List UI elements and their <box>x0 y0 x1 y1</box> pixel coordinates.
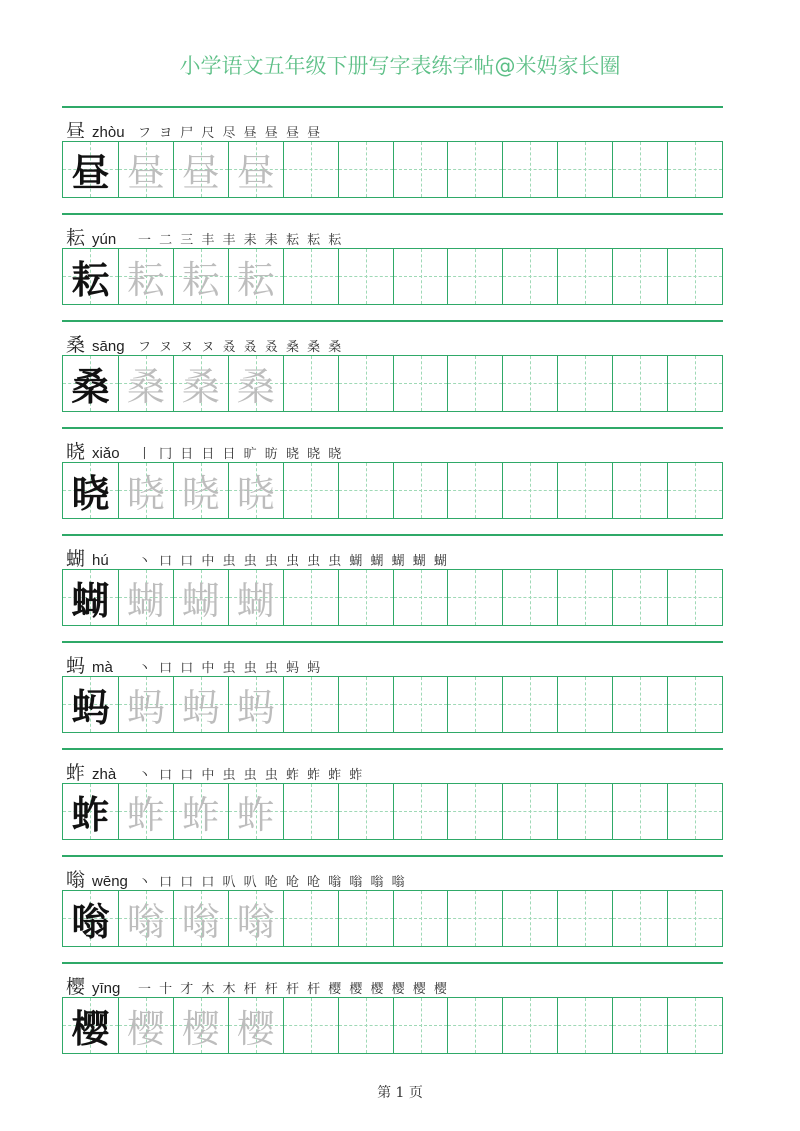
practice-cell[interactable] <box>283 463 338 518</box>
practice-cell[interactable] <box>447 677 502 732</box>
writing-grid <box>62 248 723 305</box>
trace-character: 蚱 <box>181 793 220 837</box>
entry-divider <box>62 641 723 643</box>
trace-cell[interactable] <box>173 249 228 304</box>
practice-cell[interactable] <box>612 249 667 304</box>
pinyin: yīng <box>92 980 121 997</box>
model-cell[interactable] <box>63 677 118 732</box>
practice-cell[interactable] <box>557 891 612 946</box>
trace-cell[interactable] <box>118 998 173 1053</box>
practice-cell[interactable] <box>338 142 393 197</box>
practice-cell[interactable] <box>667 784 722 839</box>
practice-cell[interactable] <box>283 784 338 839</box>
writing-grid <box>62 462 723 519</box>
header-character: 耘 <box>66 227 86 249</box>
model-cell[interactable] <box>63 570 118 625</box>
practice-cell[interactable] <box>393 677 448 732</box>
trace-character: 嗡 <box>236 900 275 944</box>
stroke-order: 丨 冂 日 日 日 旷 昉 晓 晓 晓 <box>138 447 344 462</box>
pinyin: mà <box>92 659 113 676</box>
character-entry <box>62 427 723 534</box>
practice-cell[interactable] <box>667 570 722 625</box>
practice-cell[interactable] <box>338 677 393 732</box>
pinyin: xiǎo <box>92 445 120 462</box>
writing-grid <box>62 890 723 947</box>
trace-character: 耘 <box>181 258 220 302</box>
model-cell[interactable] <box>63 998 118 1053</box>
model-character: 嗡 <box>71 899 110 944</box>
trace-character: 晓 <box>126 472 165 516</box>
trace-character: 昼 <box>236 151 275 195</box>
entry-divider <box>62 855 723 857</box>
header-character: 樱 <box>66 976 86 998</box>
practice-cell[interactable] <box>502 677 557 732</box>
practice-cell[interactable] <box>612 570 667 625</box>
stroke-order: 一 十 才 木 木 杆 杆 杆 杆 樱 樱 樱 樱 樱 樱 <box>138 982 449 997</box>
pinyin: yún <box>92 231 117 248</box>
model-character: 蝴 <box>71 578 110 623</box>
practice-cell[interactable] <box>393 249 448 304</box>
writing-grid <box>62 569 723 626</box>
practice-cell[interactable] <box>612 142 667 197</box>
entry-divider <box>62 748 723 750</box>
practice-cell[interactable] <box>557 998 612 1053</box>
practice-cell[interactable] <box>667 249 722 304</box>
trace-character: 嗡 <box>181 900 220 944</box>
practice-cell[interactable] <box>502 784 557 839</box>
pinyin: zhà <box>92 766 117 783</box>
model-character: 蚱 <box>71 792 110 837</box>
practice-cell[interactable] <box>338 891 393 946</box>
trace-cell[interactable] <box>118 142 173 197</box>
stroke-order: 一 二 三 丰 丰 耒 耒 耘 耘 耘 <box>138 233 344 248</box>
pinyin: sāng <box>92 338 125 355</box>
pinyin: wēng <box>92 873 128 890</box>
practice-cell[interactable] <box>393 356 448 411</box>
trace-character: 蝴 <box>236 579 275 623</box>
model-character: 蚂 <box>71 685 110 730</box>
page-title: 小学语文五年级下册写字表练字帖@米妈家长圈 <box>179 54 621 78</box>
model-cell[interactable] <box>63 891 118 946</box>
trace-character: 蚂 <box>126 686 165 730</box>
character-entry <box>62 855 723 962</box>
trace-cell[interactable] <box>228 463 283 518</box>
character-entry <box>62 748 723 855</box>
practice-cell[interactable] <box>393 463 448 518</box>
trace-cell[interactable] <box>118 570 173 625</box>
pinyin: hú <box>92 552 109 569</box>
entry-header <box>66 223 343 249</box>
practice-cell[interactable] <box>502 356 557 411</box>
practice-cell[interactable] <box>667 142 722 197</box>
trace-character: 昼 <box>181 151 220 195</box>
header-character: 蝴 <box>66 548 86 570</box>
practice-cell[interactable] <box>557 356 612 411</box>
practice-cell[interactable] <box>502 463 557 518</box>
practice-cell[interactable] <box>338 784 393 839</box>
trace-cell[interactable] <box>173 998 228 1053</box>
trace-cell[interactable] <box>228 998 283 1053</box>
entry-divider <box>62 534 723 536</box>
trace-character: 蚂 <box>236 686 275 730</box>
trace-cell[interactable] <box>118 356 173 411</box>
character-entry <box>62 320 723 427</box>
practice-cell[interactable] <box>393 998 448 1053</box>
trace-cell[interactable] <box>228 784 283 839</box>
practice-cell[interactable] <box>557 463 612 518</box>
practice-cell[interactable] <box>447 249 502 304</box>
trace-cell[interactable] <box>118 677 173 732</box>
trace-cell[interactable] <box>173 570 228 625</box>
stroke-order: 丶 口 口 中 虫 虫 虫 蚂 蚂 <box>138 661 323 676</box>
practice-cell[interactable] <box>447 356 502 411</box>
practice-cell[interactable] <box>557 249 612 304</box>
trace-cell[interactable] <box>118 784 173 839</box>
entry-header <box>66 544 449 570</box>
model-character: 晓 <box>71 471 110 516</box>
header-character: 蚂 <box>66 655 86 677</box>
model-cell[interactable] <box>63 463 118 518</box>
practice-cell[interactable] <box>502 142 557 197</box>
entry-divider <box>62 962 723 964</box>
header-character: 蚱 <box>66 762 86 784</box>
entry-header <box>66 758 364 784</box>
trace-character: 蚱 <box>236 793 275 837</box>
trace-cell[interactable] <box>173 784 228 839</box>
trace-cell[interactable] <box>173 142 228 197</box>
header-character: 桑 <box>66 334 86 356</box>
writing-grid <box>62 141 723 198</box>
trace-cell[interactable] <box>228 891 283 946</box>
practice-cell[interactable] <box>667 998 722 1053</box>
practice-cell[interactable] <box>283 891 338 946</box>
trace-cell[interactable] <box>173 891 228 946</box>
header-character: 嗡 <box>66 869 86 891</box>
trace-cell[interactable] <box>173 677 228 732</box>
header-character: 昼 <box>66 120 86 142</box>
practice-cell[interactable] <box>557 142 612 197</box>
practice-cell[interactable] <box>447 784 502 839</box>
practice-cell[interactable] <box>283 998 338 1053</box>
stroke-order: フ ヨ 尸 尺 尽 昼 昼 昼 昼 <box>138 126 323 141</box>
character-entry <box>62 641 723 748</box>
trace-character: 桑 <box>236 365 275 409</box>
trace-character: 耘 <box>236 258 275 302</box>
trace-character: 耘 <box>126 258 165 302</box>
practice-cell[interactable] <box>283 570 338 625</box>
trace-character: 蚱 <box>126 793 165 837</box>
header-character: 晓 <box>66 441 86 463</box>
entry-header <box>66 972 449 998</box>
practice-cell[interactable] <box>283 142 338 197</box>
trace-character: 桑 <box>126 365 165 409</box>
practice-cell[interactable] <box>612 356 667 411</box>
practice-cell[interactable] <box>612 998 667 1053</box>
model-cell[interactable] <box>63 249 118 304</box>
entry-divider <box>62 320 723 322</box>
trace-cell[interactable] <box>118 249 173 304</box>
writing-grid <box>62 783 723 840</box>
stroke-order: 丶 口 口 中 虫 虫 虫 虫 虫 虫 蝴 蝴 蝴 蝴 蝴 <box>138 554 449 569</box>
trace-cell[interactable] <box>118 891 173 946</box>
writing-grid <box>62 997 723 1054</box>
practice-cell[interactable] <box>393 891 448 946</box>
writing-grid <box>62 355 723 412</box>
trace-character: 昼 <box>126 151 165 195</box>
trace-cell[interactable] <box>173 356 228 411</box>
practice-cell[interactable] <box>667 677 722 732</box>
practice-cell[interactable] <box>447 463 502 518</box>
model-cell[interactable] <box>63 356 118 411</box>
model-character: 桑 <box>71 364 110 409</box>
trace-character: 晓 <box>236 472 275 516</box>
character-entry <box>62 962 723 1069</box>
practice-cell[interactable] <box>557 677 612 732</box>
practice-cell[interactable] <box>667 891 722 946</box>
model-cell[interactable] <box>63 784 118 839</box>
trace-character: 樱 <box>181 1007 220 1051</box>
practice-cell[interactable] <box>502 891 557 946</box>
entry-header <box>66 651 322 677</box>
practice-sheet <box>62 106 723 1069</box>
entry-header <box>66 437 343 463</box>
model-character: 耘 <box>71 257 110 302</box>
trace-character: 嗡 <box>126 900 165 944</box>
practice-cell[interactable] <box>338 998 393 1053</box>
trace-cell[interactable] <box>228 570 283 625</box>
trace-cell[interactable] <box>173 463 228 518</box>
page-number: 第 1 页 <box>377 1085 423 1101</box>
trace-cell[interactable] <box>228 356 283 411</box>
practice-cell[interactable] <box>612 677 667 732</box>
practice-cell[interactable] <box>447 998 502 1053</box>
practice-cell[interactable] <box>393 142 448 197</box>
entry-divider <box>62 427 723 429</box>
practice-cell[interactable] <box>612 891 667 946</box>
trace-character: 桑 <box>181 365 220 409</box>
practice-cell[interactable] <box>557 784 612 839</box>
practice-cell[interactable] <box>283 356 338 411</box>
entry-divider <box>62 106 723 108</box>
practice-cell[interactable] <box>393 570 448 625</box>
practice-cell[interactable] <box>338 463 393 518</box>
practice-cell[interactable] <box>338 356 393 411</box>
practice-cell[interactable] <box>338 570 393 625</box>
practice-cell[interactable] <box>447 570 502 625</box>
trace-character: 蚂 <box>181 686 220 730</box>
trace-character: 晓 <box>181 472 220 516</box>
practice-cell[interactable] <box>502 249 557 304</box>
practice-cell[interactable] <box>502 998 557 1053</box>
character-entry <box>62 213 723 320</box>
trace-character: 蝴 <box>181 579 220 623</box>
trace-character: 樱 <box>236 1007 275 1051</box>
trace-cell[interactable] <box>228 677 283 732</box>
practice-cell[interactable] <box>283 249 338 304</box>
practice-cell[interactable] <box>447 142 502 197</box>
practice-cell[interactable] <box>338 249 393 304</box>
pinyin: zhòu <box>92 124 125 141</box>
entry-header <box>66 865 407 891</box>
practice-cell[interactable] <box>667 463 722 518</box>
entry-divider <box>62 213 723 215</box>
practice-cell[interactable] <box>447 891 502 946</box>
trace-character: 樱 <box>126 1007 165 1051</box>
practice-cell[interactable] <box>502 570 557 625</box>
entry-header <box>66 330 343 356</box>
trace-cell[interactable] <box>228 249 283 304</box>
writing-grid <box>62 676 723 733</box>
entry-header <box>66 116 322 142</box>
stroke-order: 丶 口 口 中 虫 虫 虫 蚱 蚱 蚱 蚱 <box>138 768 365 783</box>
character-entry <box>62 534 723 641</box>
practice-cell[interactable] <box>283 677 338 732</box>
model-cell[interactable] <box>63 142 118 197</box>
practice-cell[interactable] <box>612 784 667 839</box>
model-character: 樱 <box>71 1006 110 1051</box>
practice-cell[interactable] <box>667 356 722 411</box>
practice-cell[interactable] <box>612 463 667 518</box>
model-character: 昼 <box>71 150 110 195</box>
stroke-order: 丶 口 口 口 叭 叭 呛 呛 呛 嗡 嗡 嗡 嗡 <box>138 875 407 890</box>
trace-cell[interactable] <box>118 463 173 518</box>
practice-cell[interactable] <box>557 570 612 625</box>
trace-character: 蝴 <box>126 579 165 623</box>
practice-cell[interactable] <box>393 784 448 839</box>
trace-cell[interactable] <box>228 142 283 197</box>
character-entry <box>62 106 723 213</box>
stroke-order: フ ヌ ヌ ヌ 叒 叒 叒 桑 桑 桑 <box>138 340 344 355</box>
